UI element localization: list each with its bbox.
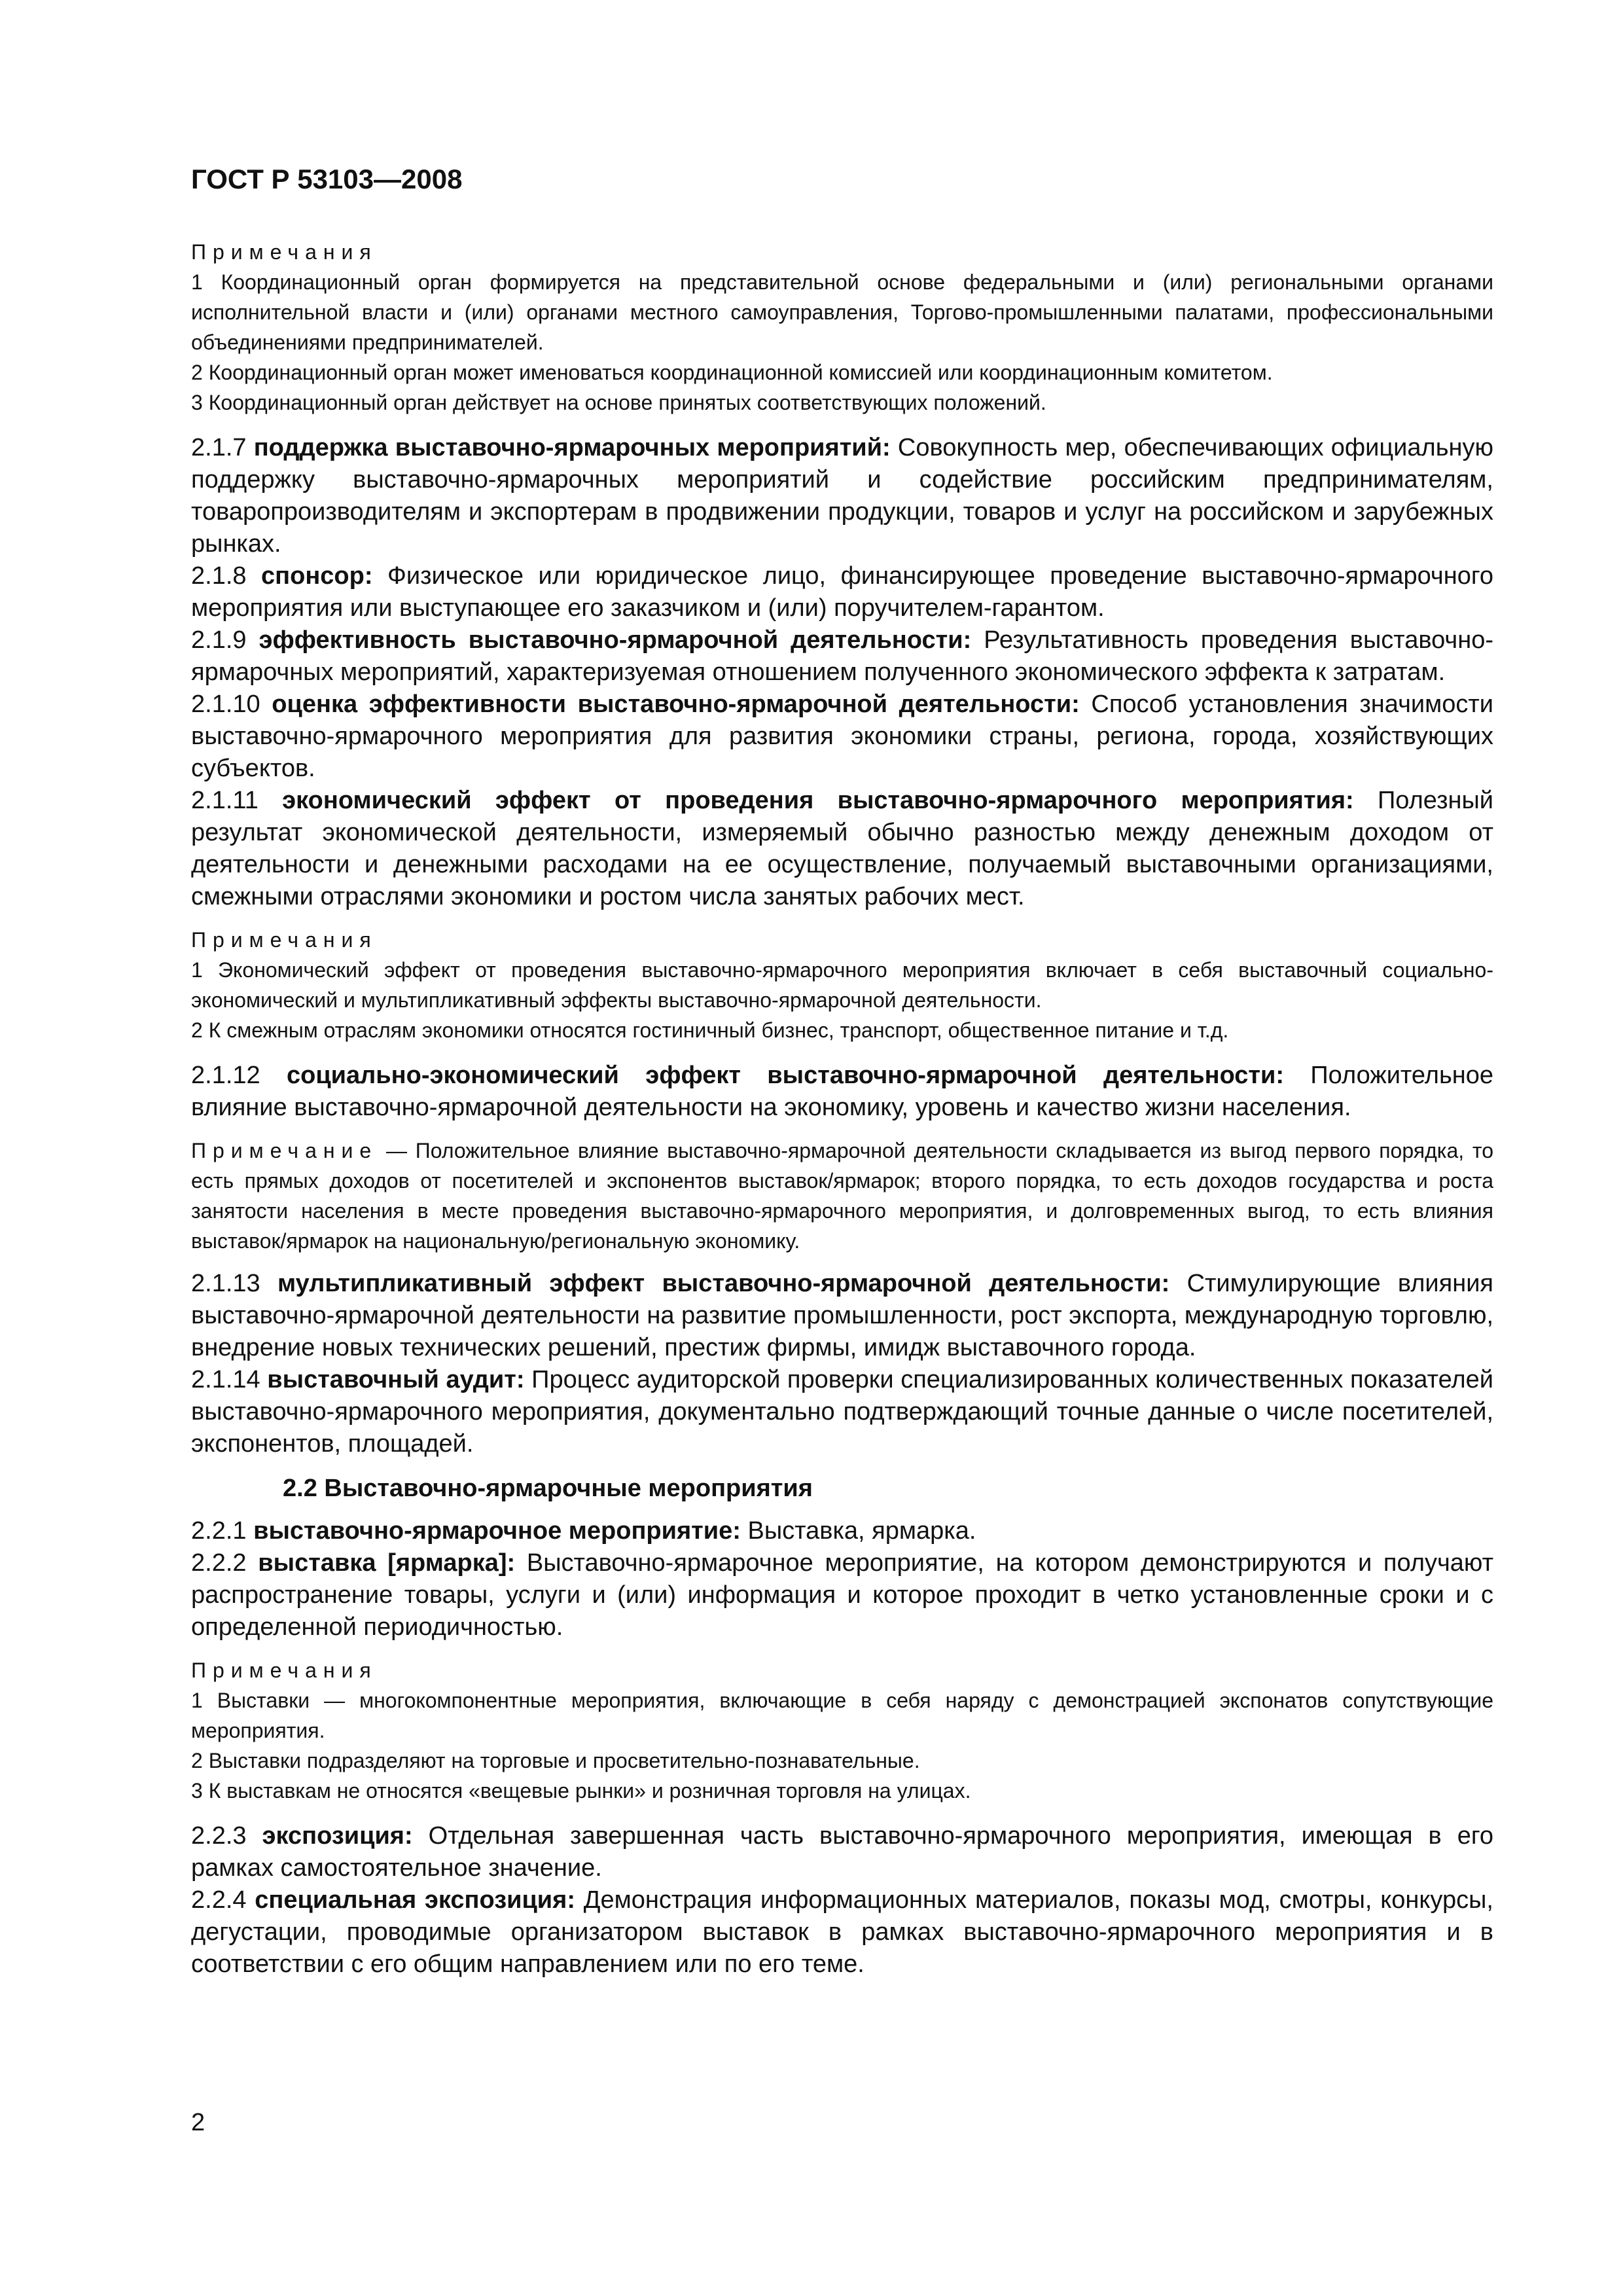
term-name: мультипликативный эффект выставочно-ярмарочной деятельности: xyxy=(277,1270,1170,1297)
note-item: 2 К смежным отраслям экономики относятся гостиничный бизнес, транспорт, общественное питание и т.д. xyxy=(191,1018,1229,1042)
notes-caption: Примечания xyxy=(191,1659,378,1682)
term-number: 2.2.4 xyxy=(191,1886,247,1914)
term-entry xyxy=(191,1547,1493,1643)
term-name: выставка [ярмарка]: xyxy=(258,1549,516,1577)
term-number: 2.1.11 xyxy=(191,787,259,814)
term-name: выставочно-ярмарочное мероприятие: xyxy=(253,1517,741,1545)
notes-block xyxy=(191,237,1493,418)
note-item: 3 Координационный орган действует на основе принятых соответствующих положений. xyxy=(191,391,1046,414)
term-entry xyxy=(191,560,1493,624)
term-definition: Отдельная завершенная часть выставочно-ярмарочного мероприятия, имеющая в его рамках самостоятельное значение. xyxy=(191,1822,1493,1882)
term-group xyxy=(191,1820,1493,1981)
term-name: спонсор: xyxy=(261,562,373,590)
term-number: 2.1.13 xyxy=(191,1270,260,1297)
term-definition: Совокупность мер, обеспечивающих официальную поддержку выставочно-ярмарочных мероприятий и содействие российским предпринимателям, товаропроизводителям и экспортерам в продвижении продукции, товаров и услуг на российском и зарубежных рынках. xyxy=(191,434,1493,558)
note-item: 1 Выставки — многокомпонентные мероприятия, включающие в себя наряду с демонстрацией экспонатов сопутствующие мероприятия. xyxy=(191,1689,1493,1742)
term-name: оценка эффективности выставочно-ярмарочной деятельности: xyxy=(272,691,1080,718)
note-item: 3 К выставкам не относятся «вещевые рынки» и розничная торговля на улицах. xyxy=(191,1779,971,1803)
term-entry xyxy=(191,689,1493,785)
term-name: поддержка выставочно-ярмарочных мероприятий: xyxy=(253,434,891,461)
notes-caption: Примечания xyxy=(191,928,378,952)
term-definition: Выставка, ярмарка. xyxy=(747,1517,976,1545)
single-note xyxy=(191,1136,1493,1256)
term-definition: Демонстрация информационных материалов, показы мод, смотры, конкурсы, дегустации, проводимые организатором выставок в рамках выставочно-ярмарочного мероприятия и в соответствии с его общим направлением или по его теме. xyxy=(191,1886,1493,1978)
term-name: выставочный аудит: xyxy=(267,1366,525,1393)
term-entry xyxy=(191,624,1493,689)
note-caption: Примечание xyxy=(191,1139,378,1162)
term-number: 2.2.3 xyxy=(191,1822,247,1850)
note-text: — Положительное влияние выставочно-ярмарочной деятельности складывается из выгод первого порядка, то есть прямых доходов от посетителей и экспонентов выставок/ярмарок; второго порядка, то есть доходов государства и роста занятости населения в месте проведения выставочно-ярмарочного мероприятия, и долговременных выгод, то есть влияния выставок/ярмарок на национальную/региональную экономику. xyxy=(191,1139,1494,1253)
term-entry xyxy=(191,1884,1493,1981)
term-definition: Способ установления значимости выставочно-ярмарочного мероприятия для развития экономики страны, региона, города, хозяйствующих субъектов. xyxy=(191,691,1493,782)
notes-block xyxy=(191,925,1493,1045)
term-group xyxy=(191,1060,1493,1124)
term-definition: Полезный результат экономической деятельности, измеряемый обычно разностью между денежным доходом от деятельности и денежными расходами на ее осуществление, получаемый выставочными организациями, смежными отраслями экономики и ростом числа занятых рабочих мест. xyxy=(191,787,1494,910)
page-number: 2 xyxy=(191,2109,205,2136)
term-name: социально-экономический эффект выставочно-ярмарочной деятельности: xyxy=(286,1062,1285,1089)
term-definition: Результативность проведения выставочно-ярмарочных мероприятий, характеризуемая отношением полученного экономического эффекта к затратам. xyxy=(191,626,1494,686)
document-page xyxy=(191,162,1493,1992)
term-definition: Стимулирующие влияния выставочно-ярмарочной деятельности на развитие промышленности, рост экспорта, международную торговлю, внедрение новых технических решений, престиж фирмы, имидж выставочного города. xyxy=(191,1270,1494,1361)
term-number: 2.2.1 xyxy=(191,1517,247,1545)
notes-caption: Примечания xyxy=(191,240,378,264)
term-definition: Физическое или юридическое лицо, финансирующее проведение выставочно-ярмарочного мероприятия или выступающее его заказчиком и (или) поручителем-гарантом. xyxy=(191,562,1493,622)
term-definition: Выставочно-ярмарочное мероприятие, на котором демонстрируются и получают распространение товары, услуги и (или) информация и которое проходит в четко установленные сроки и с определенной периодичностью. xyxy=(191,1549,1493,1641)
term-number: 2.1.8 xyxy=(191,562,247,590)
term-entry xyxy=(191,1364,1493,1460)
term-group xyxy=(191,432,1493,913)
term-group xyxy=(191,1515,1493,1643)
term-number: 2.1.14 xyxy=(191,1366,260,1393)
term-entry xyxy=(191,1820,1493,1884)
term-number: 2.1.10 xyxy=(191,691,260,718)
term-name: эффективность выставочно-ярмарочной деятельности: xyxy=(259,626,972,654)
notes-block xyxy=(191,1655,1493,1806)
term-definition: Процесс аудиторской проверки специализированных количественных показателей выставочно-ярмарочного мероприятия, документально подтверждающий точные данные о числе посетителей, экспонентов, площадей. xyxy=(191,1366,1493,1458)
term-entry xyxy=(191,1515,1493,1547)
term-definition: Положительное влияние выставочно-ярмарочной деятельности на экономику, уровень и качество жизни населения. xyxy=(191,1062,1493,1121)
term-name: специальная экспозиция: xyxy=(255,1886,575,1914)
note-item: 2 Координационный орган может именоваться координационной комиссией или координационным комитетом. xyxy=(191,361,1273,384)
term-number: 2.2.2 xyxy=(191,1549,247,1577)
note-item: 1 Координационный орган формируется на представительной основе федеральными и (или) региональными органами исполнительной власти и (или) органами местного самоуправления, Торгово-промышленными палатами, профессиональными объединениями предпринимателей. xyxy=(191,270,1493,354)
note-item: 2 Выставки подразделяют на торговые и просветительно-познавательные. xyxy=(191,1749,920,1772)
term-name: экономический эффект от проведения выставочно-ярмарочного мероприятия: xyxy=(282,787,1354,814)
term-number: 2.1.12 xyxy=(191,1062,260,1089)
document-header: ГОСТ Р 53103—2008 xyxy=(191,164,463,194)
term-number: 2.1.9 xyxy=(191,626,247,654)
term-group xyxy=(191,1268,1493,1460)
term-entry xyxy=(191,1060,1493,1124)
section-title: 2.2 Выставочно-ярмарочные мероприятия xyxy=(283,1475,813,1502)
term-entry xyxy=(191,432,1493,560)
note-item: 1 Экономический эффект от проведения выставочно-ярмарочного мероприятия включает в себя выставочный социально-экономический и мультипликативный эффекты выставочно-ярмарочной деятельности. xyxy=(191,958,1493,1012)
term-entry xyxy=(191,1268,1493,1364)
term-number: 2.1.7 xyxy=(191,434,247,461)
term-name: экспозиция: xyxy=(262,1822,413,1850)
term-entry xyxy=(191,785,1493,913)
